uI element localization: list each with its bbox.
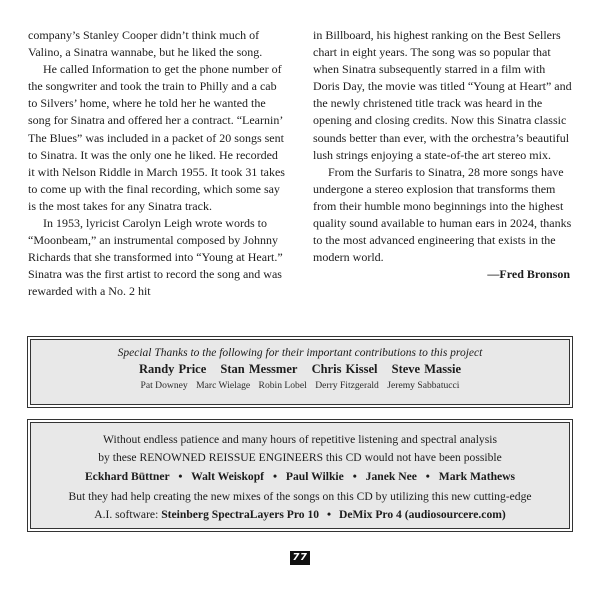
software-name: DeMix Pro 4 (audiosourcere.com) — [338, 507, 506, 521]
paragraph: In 1953, lyricist Carolyn Leigh wrote words to “Moonbeam,” an instrumental composed by Johnny Richards that she transformed into “Young at Heart.” Sinatra was the first artist to record the song and was rewarded with a No. 2 hit — [28, 216, 283, 299]
bullet-separator: • — [327, 507, 332, 521]
engineer-name: Janek Nee — [365, 470, 417, 483]
contributor-name: Robin Lobel — [258, 380, 307, 391]
software-intro-line: But they had help creating the new mixes of the songs on this CD by utilizing this new cutting-edge — [68, 490, 532, 503]
engineers-intro-line-1: Without endless patience and many hours of repetitive listening and spectral analysis — [103, 433, 497, 446]
paragraph: From the Surfaris to Sinatra, 28 more songs have undergone a stereo explosion that transforms them from their humble mono beginnings into the highest quality sound available to human ears in 2024, thanks to the most advanced engineering that exists in the modern world. — [313, 164, 572, 265]
engineers-box — [30, 422, 570, 529]
contributor-name: Chris Kissel — [311, 362, 378, 376]
thanks-title: Special Thanks to the following for their important contributions to this project — [117, 347, 483, 359]
page-number: 77 — [290, 551, 311, 565]
contributor-name: Marc Wielage — [196, 380, 251, 391]
engineer-name: Eckhard Büttner — [84, 470, 170, 483]
contributor-name: Steve Massie — [391, 362, 462, 376]
minor-contributors — [31, 378, 569, 393]
bullet-separator: • — [178, 470, 183, 483]
main-contributors — [31, 361, 569, 378]
right-column — [313, 27, 572, 301]
page-number-area — [0, 547, 600, 565]
paragraph: company’s Stanley Cooper didn’t think much of Valino, a Sinatra wannabe, but he liked the song. — [28, 28, 263, 60]
engineer-name: Walt Weiskopf — [191, 470, 265, 483]
paragraph: He called Information to get the phone number of the songwriter and took the train to Philly and a cab to Silvers’ home, where he told her he wanted the song for Sinatra and offered her a contract. “Learnin’ The Blues” was included in a packet of 20 songs sent to Sinatra. It was the only one he liked. He recorded it with Nelson Riddle in March 1955. It took 31 takes to come up with the final recording, which some say is the most takes for any Sinatra track. — [28, 62, 285, 213]
contributor-name: Stan Messmer — [220, 362, 298, 376]
software-name: Steinberg SpectraLayers Pro 10 — [161, 507, 320, 521]
bullet-separator: • — [272, 470, 277, 483]
left-column — [28, 27, 287, 301]
contributor-name: Randy Price — [138, 362, 207, 376]
bullet-separator: • — [352, 470, 357, 483]
engineer-name: Mark Mathews — [438, 470, 516, 483]
engineers-intro-line-2: by these RENOWNED REISSUE ENGINEERS this CD would not have been possible — [98, 450, 502, 464]
engineer-names — [31, 466, 569, 488]
engineer-name: Paul Wilkie — [285, 470, 344, 483]
contributor-name: Jeremy Sabbatucci — [387, 380, 460, 391]
article-columns — [28, 27, 572, 301]
paragraph: in Billboard, his highest ranking on the Best Sellers chart in eight years. The song was so popular that when Sinatra subsequently starred in a film with Doris Day, the movie was titled “Young at Heart” and the newly christened title track was heard in the opening and closing credits. Now this Sinatra classic sounds better than ever, with the orchestra’s beautiful lush strings enjoying a state-of-the art stereo mix. — [313, 28, 572, 162]
bullet-separator: • — [425, 470, 430, 483]
author-signature: —Fred Bronson — [487, 267, 570, 282]
contributor-name: Derry Fitzgerald — [315, 380, 379, 391]
software-prefix: A.I. software: — [94, 507, 162, 521]
software-line — [31, 506, 569, 524]
special-thanks-box — [30, 339, 570, 405]
contributor-name: Pat Downey — [140, 380, 188, 391]
